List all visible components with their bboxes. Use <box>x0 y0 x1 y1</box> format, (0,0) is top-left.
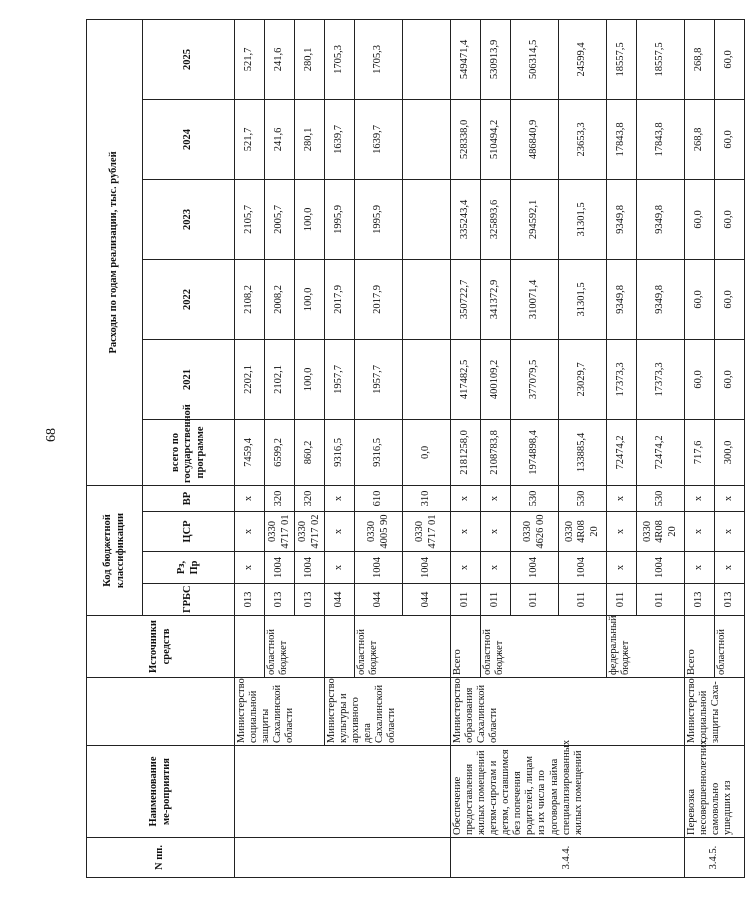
cell-year: 506314,5 <box>511 19 559 99</box>
cell-total: 300,0 <box>715 419 745 485</box>
cell-vr: х <box>685 485 715 511</box>
cell-year: 31301,5 <box>559 259 607 339</box>
cell-year: 9349,8 <box>637 259 685 339</box>
cell-source: федеральный бюджет <box>607 616 685 678</box>
cell-year: 60,0 <box>685 339 715 419</box>
cell-csr: 0330 4R08 20 <box>559 512 607 552</box>
cell-grbs: 013 <box>685 584 715 616</box>
budget-table <box>86 19 745 878</box>
cell-year: 325893,6 <box>481 179 511 259</box>
header-year: 2025 <box>143 19 235 99</box>
cell-grbs: 011 <box>559 584 607 616</box>
cell-year: 1957,7 <box>355 339 403 419</box>
cell-name: Перевозка несовершеннолетних, самовольно ушедших из <box>685 746 745 838</box>
cell-source: областной бюджет <box>355 616 451 678</box>
cell-total: 0,0 <box>403 419 451 485</box>
cell-year: 60,0 <box>715 19 745 99</box>
cell-source: областной бюджет <box>481 616 607 678</box>
cell-n <box>235 838 451 878</box>
cell-year: 17843,8 <box>607 99 637 179</box>
cell-rz: 1004 <box>295 552 325 584</box>
cell-grbs: 011 <box>511 584 559 616</box>
cell-year <box>403 99 451 179</box>
cell-year: 1705,3 <box>325 19 355 99</box>
cell-grbs: 013 <box>715 584 745 616</box>
cell-grbs: 013 <box>265 584 295 616</box>
table-row <box>685 19 715 877</box>
header-year: 2023 <box>143 179 235 259</box>
page-number: 68 <box>44 428 59 442</box>
cell-year: 9349,8 <box>637 179 685 259</box>
cell-year: 1639,7 <box>355 99 403 179</box>
cell-rz: 1004 <box>511 552 559 584</box>
cell-year: 335243,4 <box>451 179 481 259</box>
cell-csr: 0330 4R08 20 <box>637 512 685 552</box>
cell-csr: 0330 4717 01 <box>265 512 295 552</box>
cell-grbs: 011 <box>481 584 511 616</box>
cell-grbs: 013 <box>295 584 325 616</box>
cell-year: 241,6 <box>265 19 295 99</box>
cell-rz: 1004 <box>559 552 607 584</box>
cell-grbs: 011 <box>607 584 637 616</box>
cell-year: 549471,4 <box>451 19 481 99</box>
cell-csr: х <box>325 512 355 552</box>
cell-year: 23653,3 <box>559 99 607 179</box>
cell-rz: х <box>715 552 745 584</box>
cell-year <box>403 179 451 259</box>
header-source: Источники средств <box>87 616 235 678</box>
table-row <box>235 19 265 877</box>
cell-vr: 320 <box>265 485 295 511</box>
cell-year: 417482,5 <box>451 339 481 419</box>
cell-executor: Министерство образования Сахалинской области <box>451 678 685 746</box>
cell-year: 60,0 <box>685 179 715 259</box>
cell-total: 133885,4 <box>559 419 607 485</box>
cell-year: 521,7 <box>235 99 265 179</box>
cell-vr: 310 <box>403 485 451 511</box>
cell-year: 9349,8 <box>607 259 637 339</box>
cell-n: 3.4.5. <box>685 838 745 878</box>
cell-vr: 530 <box>637 485 685 511</box>
header-expense-group: Расходы по годам реализации, тыс. рублей <box>87 19 143 485</box>
cell-source <box>325 616 355 678</box>
cell-year: 1957,7 <box>325 339 355 419</box>
cell-grbs: 013 <box>235 584 265 616</box>
cell-total: 9316,5 <box>325 419 355 485</box>
cell-rz: х <box>451 552 481 584</box>
cell-name: Обеспечение предоставления жилых помещений детям-сиротам и детям, оставшимся без попечения родителей, лицам из их числа по договорам найма специализированных жилых помещений <box>451 746 685 838</box>
cell-year: 2017,9 <box>355 259 403 339</box>
cell-csr: х <box>715 512 745 552</box>
cell-year: 23029,7 <box>559 339 607 419</box>
header-n: N пп. <box>87 838 235 878</box>
cell-year: 521,7 <box>235 19 265 99</box>
cell-rz: 1004 <box>355 552 403 584</box>
header-year: 2022 <box>143 259 235 339</box>
cell-rz: 1004 <box>265 552 295 584</box>
cell-year: 60,0 <box>715 259 745 339</box>
cell-year: 400109,2 <box>481 339 511 419</box>
cell-year: 280,1 <box>295 19 325 99</box>
cell-year: 31301,5 <box>559 179 607 259</box>
cell-grbs: 044 <box>325 584 355 616</box>
cell-year: 268,8 <box>685 99 715 179</box>
cell-year: 2017,9 <box>325 259 355 339</box>
cell-year: 60,0 <box>715 339 745 419</box>
cell-total: 2181258,0 <box>451 419 481 485</box>
cell-csr: 0330 4717 02 <box>295 512 325 552</box>
cell-year: 18557,5 <box>637 19 685 99</box>
budget-table-container <box>86 20 735 878</box>
cell-vr: 320 <box>295 485 325 511</box>
cell-rz: х <box>325 552 355 584</box>
cell-total: 1974898,4 <box>511 419 559 485</box>
cell-total: 72474,2 <box>637 419 685 485</box>
cell-source: Всего <box>451 616 481 678</box>
cell-year: 2105,7 <box>235 179 265 259</box>
cell-year: 17373,3 <box>637 339 685 419</box>
cell-year: 18557,5 <box>607 19 637 99</box>
header-grbs: ГРБС <box>143 584 235 616</box>
cell-total: 7459,4 <box>235 419 265 485</box>
header-total: всего по государственной программе <box>143 419 235 485</box>
cell-year: 60,0 <box>715 99 745 179</box>
header-executor <box>87 678 235 746</box>
cell-grbs: 011 <box>451 584 481 616</box>
cell-csr: 0330 4626 00 <box>511 512 559 552</box>
cell-year: 1995,9 <box>355 179 403 259</box>
cell-year: 100,0 <box>295 179 325 259</box>
cell-vr: 530 <box>559 485 607 511</box>
cell-grbs: 044 <box>403 584 451 616</box>
cell-rz: х <box>481 552 511 584</box>
cell-year: 528338,0 <box>451 99 481 179</box>
cell-vr: х <box>715 485 745 511</box>
cell-year: 2008,2 <box>265 259 295 339</box>
cell-rz: х <box>235 552 265 584</box>
cell-year: 350722,7 <box>451 259 481 339</box>
cell-year: 100,0 <box>295 339 325 419</box>
cell-year: 241,6 <box>265 99 295 179</box>
table-row <box>451 19 481 877</box>
cell-year: 60,0 <box>715 179 745 259</box>
cell-grbs: 011 <box>637 584 685 616</box>
cell-name <box>235 746 451 838</box>
cell-csr: х <box>607 512 637 552</box>
cell-total: 6599,2 <box>265 419 295 485</box>
header-csr: ЦСР <box>143 512 235 552</box>
cell-vr: х <box>235 485 265 511</box>
cell-vr: 530 <box>511 485 559 511</box>
cell-rz: х <box>685 552 715 584</box>
cell-year: 2102,1 <box>265 339 295 419</box>
cell-year: 2005,7 <box>265 179 295 259</box>
header-year: 2021 <box>143 339 235 419</box>
cell-year: 294592,1 <box>511 179 559 259</box>
cell-year <box>403 19 451 99</box>
cell-year: 17843,8 <box>637 99 685 179</box>
cell-year: 268,8 <box>685 19 715 99</box>
cell-total: 2108783,8 <box>481 419 511 485</box>
cell-csr: х <box>451 512 481 552</box>
cell-year <box>403 339 451 419</box>
cell-year: 24599,4 <box>559 19 607 99</box>
cell-year: 486840,9 <box>511 99 559 179</box>
cell-rz: х <box>607 552 637 584</box>
cell-executor: Министерство социальной защиты Саха- <box>685 678 745 746</box>
cell-total: 860,2 <box>295 419 325 485</box>
cell-csr: 0330 4005 90 <box>355 512 403 552</box>
cell-year: 9349,8 <box>607 179 637 259</box>
cell-year: 17373,3 <box>607 339 637 419</box>
cell-total: 72474,2 <box>607 419 637 485</box>
cell-year <box>403 259 451 339</box>
cell-executor: Министерство культуры и архивного дела Сахалинской области <box>325 678 451 746</box>
cell-csr: х <box>685 512 715 552</box>
cell-year: 100,0 <box>295 259 325 339</box>
cell-year: 310071,4 <box>511 259 559 339</box>
cell-year: 377079,5 <box>511 339 559 419</box>
cell-year: 530913,9 <box>481 19 511 99</box>
cell-year: 2108,2 <box>235 259 265 339</box>
cell-year: 510494,2 <box>481 99 511 179</box>
cell-vr: х <box>481 485 511 511</box>
cell-vr: х <box>451 485 481 511</box>
cell-source: областной <box>715 616 745 678</box>
cell-year: 1639,7 <box>325 99 355 179</box>
header-name: Наименование ме-роприятия <box>87 746 235 838</box>
cell-vr: х <box>325 485 355 511</box>
header-year: 2024 <box>143 99 235 179</box>
cell-total: 9316,5 <box>355 419 403 485</box>
cell-vr: 610 <box>355 485 403 511</box>
cell-csr: х <box>481 512 511 552</box>
cell-year: 280,1 <box>295 99 325 179</box>
cell-source: областной бюджет <box>265 616 325 678</box>
cell-rz: 1004 <box>637 552 685 584</box>
cell-year: 60,0 <box>685 259 715 339</box>
cell-total: 717,6 <box>685 419 715 485</box>
header-rz: Рз, Пр <box>143 552 235 584</box>
cell-year: 341372,9 <box>481 259 511 339</box>
cell-vr: х <box>607 485 637 511</box>
cell-grbs: 044 <box>355 584 403 616</box>
cell-source: Всего <box>685 616 715 678</box>
cell-year: 1995,9 <box>325 179 355 259</box>
cell-csr: 0330 4717 01 <box>403 512 451 552</box>
cell-year: 2202,1 <box>235 339 265 419</box>
cell-executor: Министерство социальной защиты Сахалинской области <box>235 678 325 746</box>
header-vr: ВР <box>143 485 235 511</box>
cell-csr: х <box>235 512 265 552</box>
header-code-group: Код бюджетной классификации <box>87 485 143 615</box>
cell-year: 1705,3 <box>355 19 403 99</box>
cell-rz: 1004 <box>403 552 451 584</box>
cell-n: 3.4.4. <box>451 838 685 878</box>
cell-source <box>235 616 265 678</box>
